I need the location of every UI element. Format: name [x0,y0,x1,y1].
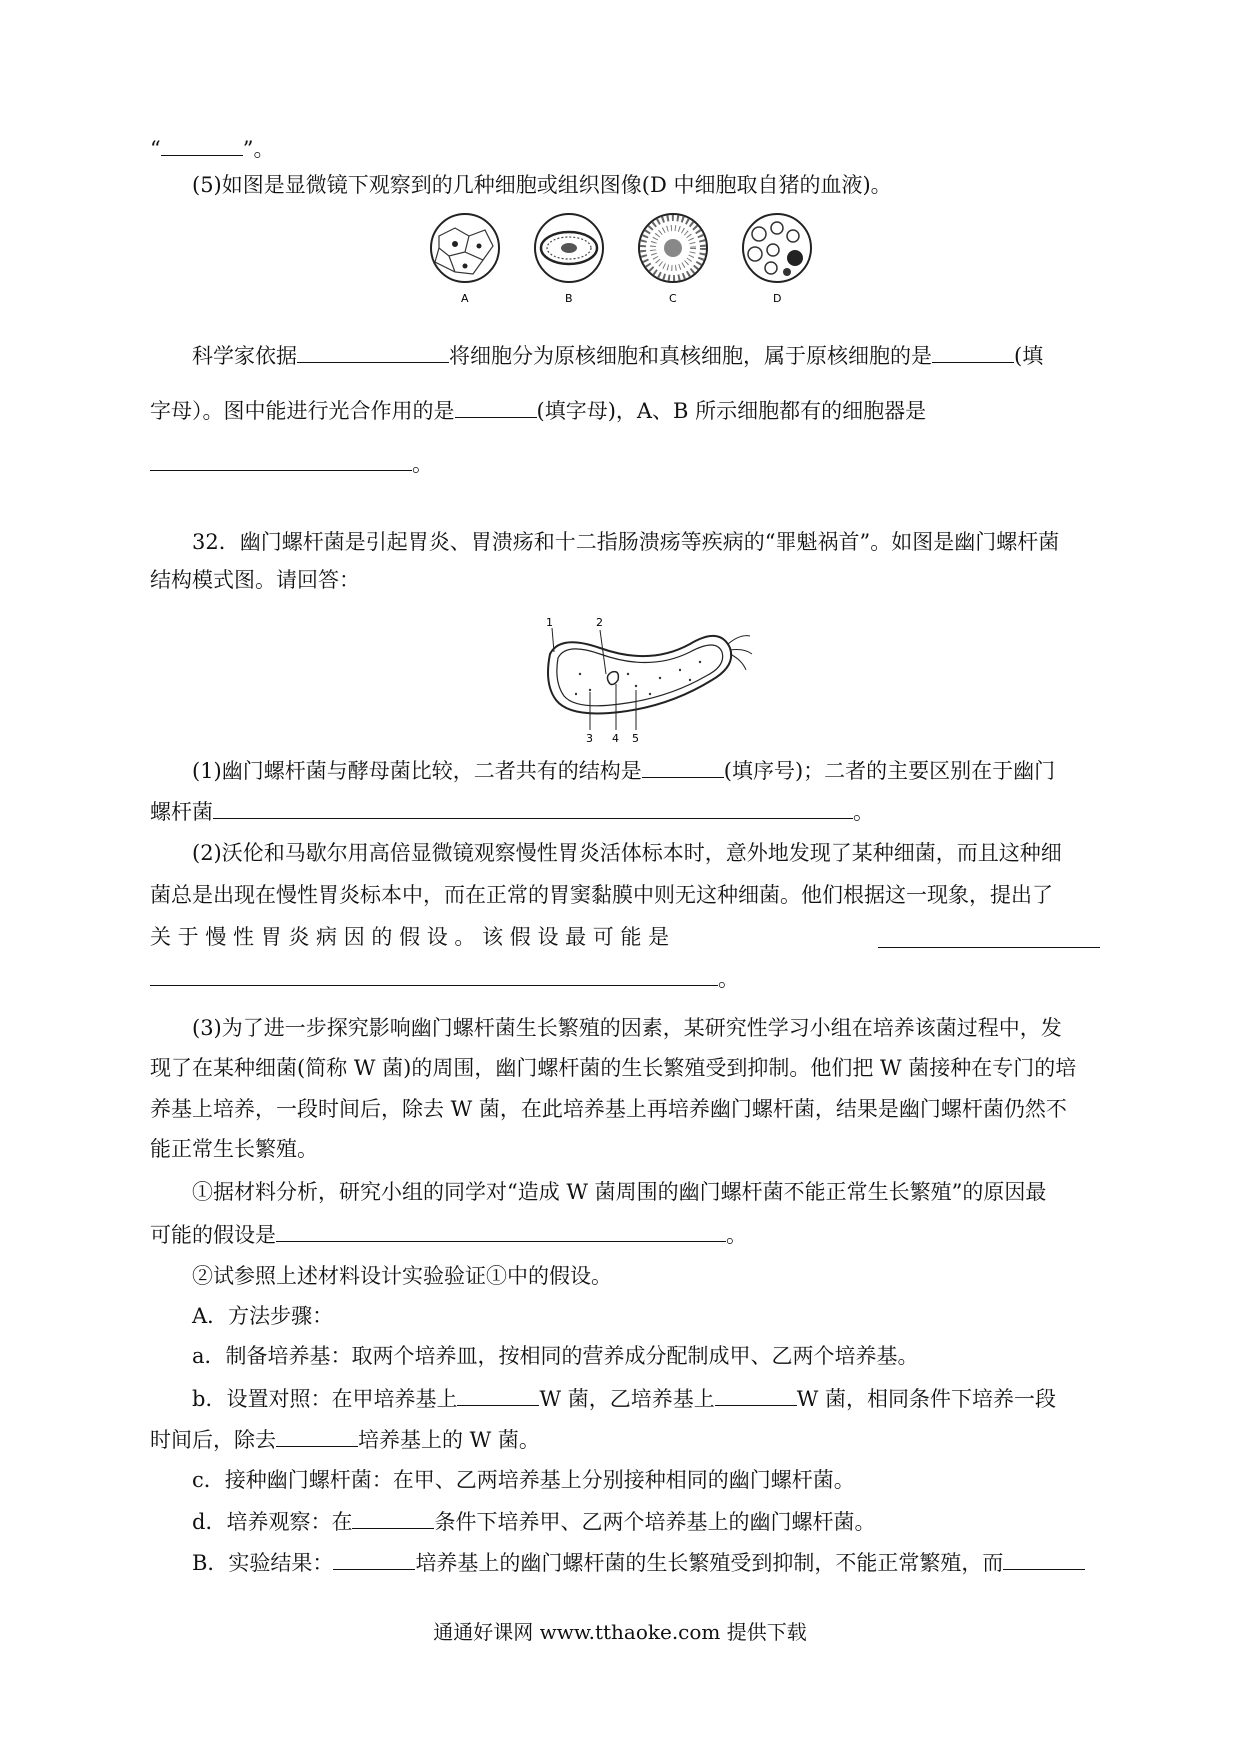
fig-label-5: 5 [632,732,639,744]
step-b-line2: 时间后，除去 培养基上的 W 菌。 [150,1424,1100,1455]
answer-blank[interactable] [715,1383,797,1406]
step-c: c．接种幽门螺杆菌：在甲、乙两培养基上分别接种相同的幽门螺杆菌。 [192,1468,855,1492]
answer-blank[interactable] [150,448,412,471]
helicobacter-structure-figure [540,614,760,744]
fig-label-a: A [461,292,469,305]
answer-blank[interactable] [642,755,724,778]
step-b-line1: b．设置对照：在甲培养基上 W 菌，乙培养基上 W 菌，相同条件下培养一段 [192,1383,1142,1414]
q32-intro-2: 结构模式图。请回答： [150,568,360,592]
q32-1-line2: 螺杆菌 。 [150,796,1100,827]
q32-2-line2: 菌总是出现在慢性胃炎标本中，而在正常的胃窦黏膜中则无这种细菌。他们根据这一现象，提出了 [150,883,1053,907]
fig-label-1: 1 [546,616,553,629]
result-line: B．实验结果： 培养基上的幽门螺杆菌的生长繁殖受到抑制，不能正常繁殖，而 [192,1547,1100,1578]
q31-5-line2: 字母）。图中能进行光合作用的是 (填字母)，A、B 所示细胞都有的细胞器是 [150,395,1100,426]
q32-3-line1: (3)为了进一步探究影响幽门螺杆菌生长繁殖的因素，某研究性学习小组在培养该菌过程中，发 [192,1016,1062,1040]
fig-label-2: 2 [596,616,603,629]
cell-image-c [639,214,707,282]
q32-3-line2: 现了在某种细菌(简称 W 菌)的周围，幽门螺杆菌的生长繁殖受到抑制。他们把 W 菌接种在专门的培 [150,1056,1077,1080]
q31-5-line1: 科学家依据 将细胞分为原核细胞和真核细胞，属于原核细胞的是 (填 [192,340,1142,371]
answer-blank[interactable] [932,340,1014,363]
fig-label-d: D [773,292,782,305]
fig-label-c: C [669,292,677,305]
method-heading: A．方法步骤： [192,1304,334,1328]
step-a: a．制备培养基：取两个培养皿，按相同的营养成分配制成甲、乙两个培养基。 [192,1344,919,1368]
q32-3-c1-line1: ①据材料分析，研究小组的同学对“造成 W 菌周围的幽门螺杆菌不能正常生长繁殖”的原因最 [192,1180,1047,1204]
leftover-blank-line: “ ”。 [150,133,1100,164]
answer-blank[interactable] [276,1219,726,1242]
q32-2-line1: (2)沃伦和马歇尔用高倍显微镜观察慢性胃炎活体标本时，意外地发现了某种细菌，而且这种细 [192,841,1062,865]
cell-image-d [743,214,811,282]
answer-blank[interactable] [297,340,449,363]
page-footer: 通通好课网 www.tthaoke.com 提供下载 [433,1620,807,1644]
answer-blank[interactable] [878,925,1100,948]
step-d: d．培养观察：在 条件下培养甲、乙两个培养基上的幽门螺杆菌。 [192,1506,1142,1537]
answer-blank[interactable] [276,1424,358,1447]
q32-2-line4: 。 [150,963,1100,994]
q31-5-intro: (5)如图是显微镜下观察到的几种细胞或组织图像(D 中细胞取自猪的血液)。 [192,173,892,197]
q31-5-line3: 。 [150,448,1100,479]
answer-blank[interactable] [161,133,243,156]
microscope-cells-figure [425,206,825,306]
answer-blank[interactable] [455,395,537,418]
fig-label-4: 4 [612,732,619,744]
answer-blank[interactable] [213,796,853,819]
answer-blank[interactable] [333,1547,415,1570]
answer-blank[interactable] [352,1506,434,1529]
q32-2-line3: 关 于 慢 性 胃 炎 病 因 的 假 设 。 该 假 设 最 可 能 是 [150,922,1100,952]
q32-3-c1-line2: 可能的假设是 。 [150,1219,1100,1250]
answer-blank[interactable] [150,963,718,986]
q32-1-line1: (1)幽门螺杆菌与酵母菌比较，二者共有的结构是 (填序号)；二者的主要区别在于幽门 [192,755,1142,786]
q32-3-line3: 养基上培养，一段时间后，除去 W 菌，在此培养基上再培养幽门螺杆菌，结果是幽门螺杆菌仍然不 [150,1097,1067,1121]
fig-label-b: B [565,292,573,305]
q32-3-c2: ②试参照上述材料设计实验验证①中的假设。 [192,1264,612,1288]
q32-3-line4: 能正常生长繁殖。 [150,1137,318,1161]
answer-blank[interactable] [1003,1547,1085,1570]
cell-image-a [431,214,499,282]
cell-image-b [535,214,603,282]
answer-blank[interactable] [457,1383,539,1406]
q32-intro-1: 32．幽门螺杆菌是引起胃炎、胃溃疡和十二指肠溃疡等疾病的“罪魁祸首”。如图是幽门螺杆菌 [192,530,1060,554]
fig-label-3: 3 [586,732,593,744]
